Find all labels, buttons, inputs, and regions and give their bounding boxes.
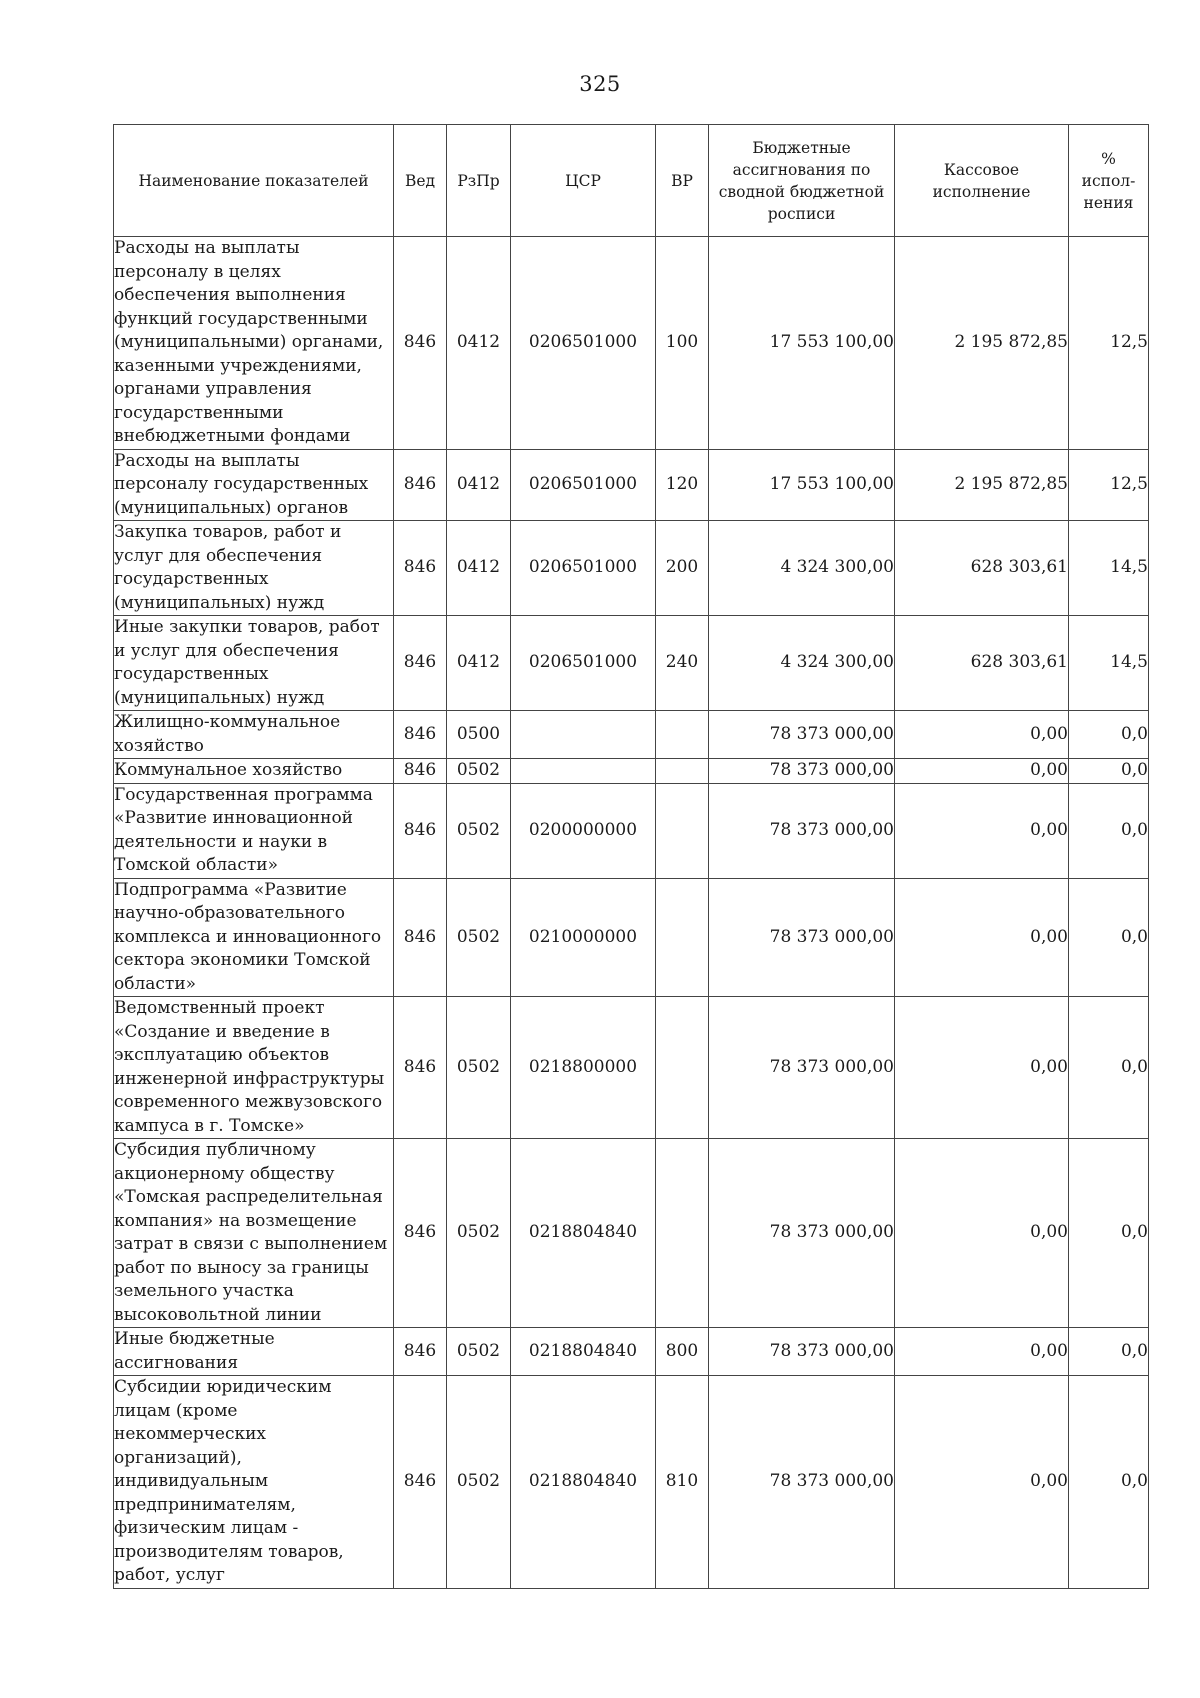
row-percent-cell: 0,0 [1069, 711, 1149, 759]
row-name-cell: Иные закупки товаров, работ и услуг для обеспечения государственных (муниципальных) нужд [114, 616, 394, 711]
row-executed-cell: 0,00 [895, 878, 1069, 997]
row-assigned-cell: 78 373 000,00 [709, 878, 895, 997]
row-csr-cell: 0206501000 [511, 449, 656, 521]
row-ved-cell: 846 [394, 878, 447, 997]
row-percent-cell: 12,5 [1069, 237, 1149, 450]
row-executed-cell: 0,00 [895, 1139, 1069, 1328]
row-name-cell: Коммунальное хозяйство [114, 759, 394, 784]
row-name-cell: Государственная программа «Развитие инновационной деятельности и науки в Томской области» [114, 783, 394, 878]
row-assigned-cell: 17 553 100,00 [709, 237, 895, 450]
table-row [114, 759, 1149, 784]
row-rzpr-cell: 0412 [447, 449, 511, 521]
row-assigned-cell: 4 324 300,00 [709, 521, 895, 616]
row-csr-cell: 0218800000 [511, 997, 656, 1139]
row-ved-cell: 846 [394, 1328, 447, 1376]
row-name-cell: Субсидия публичному акционерному обществу «Томская распределительная компания» на возмещение затрат в связи с выполнением работ по выносу за границы земельного участка высоковольтной линии [114, 1139, 394, 1328]
row-name-cell: Ведомственный проект «Создание и введение в эксплуатацию объектов инженерной инфраструктуры современного межвузовского кампуса в г. Томске» [114, 997, 394, 1139]
table-row [114, 1376, 1149, 1589]
row-name-cell: Подпрограмма «Развитие научно-образовательного комплекса и инновационного сектора экономики Томской области» [114, 878, 394, 997]
row-vr-cell [656, 759, 709, 784]
table-row [114, 449, 1149, 521]
row-assigned-cell: 78 373 000,00 [709, 759, 895, 784]
column-header-rzpr: РзПр [447, 125, 511, 237]
row-vr-cell [656, 878, 709, 997]
row-percent-cell: 12,5 [1069, 449, 1149, 521]
row-rzpr-cell: 0502 [447, 1376, 511, 1589]
row-percent-cell: 14,5 [1069, 521, 1149, 616]
row-csr-cell: 0218804840 [511, 1328, 656, 1376]
column-header-vr: ВР [656, 125, 709, 237]
row-executed-cell: 0,00 [895, 711, 1069, 759]
row-assigned-cell: 78 373 000,00 [709, 997, 895, 1139]
row-rzpr-cell: 0412 [447, 237, 511, 450]
row-percent-cell: 0,0 [1069, 759, 1149, 784]
row-csr-cell [511, 759, 656, 784]
table-row [114, 1139, 1149, 1328]
row-rzpr-cell: 0502 [447, 1328, 511, 1376]
row-name-cell: Иные бюджетные ассигнования [114, 1328, 394, 1376]
table-row [114, 616, 1149, 711]
row-rzpr-cell: 0502 [447, 997, 511, 1139]
column-header-percent: % испол-нения [1069, 125, 1149, 237]
row-vr-cell [656, 997, 709, 1139]
row-name-cell: Расходы на выплаты персоналу государственных (муниципальных) органов [114, 449, 394, 521]
row-assigned-cell: 17 553 100,00 [709, 449, 895, 521]
row-vr-cell: 200 [656, 521, 709, 616]
table-row [114, 1328, 1149, 1376]
row-assigned-cell: 4 324 300,00 [709, 616, 895, 711]
row-assigned-cell: 78 373 000,00 [709, 1139, 895, 1328]
row-name-cell: Закупка товаров, работ и услуг для обеспечения государственных (муниципальных) нужд [114, 521, 394, 616]
table-row [114, 711, 1149, 759]
table-row [114, 783, 1149, 878]
row-name-cell: Жилищно-коммунальное хозяйство [114, 711, 394, 759]
row-vr-cell: 100 [656, 237, 709, 450]
row-percent-cell: 0,0 [1069, 783, 1149, 878]
row-executed-cell: 628 303,61 [895, 521, 1069, 616]
column-header-name: Наименование показателей [114, 125, 394, 237]
row-vr-cell: 240 [656, 616, 709, 711]
column-header-executed: Кассовое исполнение [895, 125, 1069, 237]
row-rzpr-cell: 0502 [447, 783, 511, 878]
row-assigned-cell: 78 373 000,00 [709, 1376, 895, 1589]
row-executed-cell: 0,00 [895, 997, 1069, 1139]
row-executed-cell: 2 195 872,85 [895, 449, 1069, 521]
row-name-cell: Расходы на выплаты персоналу в целях обеспечения выполнения функций государственными (муниципальными) органами, казенными учреждениями, органами управления государственными внебюджетными фондами [114, 237, 394, 450]
row-percent-cell: 0,0 [1069, 997, 1149, 1139]
table-row [114, 878, 1149, 997]
column-header-assigned: Бюджетные ассигнования по сводной бюджетной росписи [709, 125, 895, 237]
row-csr-cell [511, 711, 656, 759]
row-ved-cell: 846 [394, 759, 447, 784]
row-executed-cell: 0,00 [895, 759, 1069, 784]
row-vr-cell: 810 [656, 1376, 709, 1589]
row-vr-cell [656, 1139, 709, 1328]
table-row [114, 237, 1149, 450]
row-executed-cell: 2 195 872,85 [895, 237, 1069, 450]
row-csr-cell: 0210000000 [511, 878, 656, 997]
table-row [114, 521, 1149, 616]
row-vr-cell [656, 783, 709, 878]
row-vr-cell: 800 [656, 1328, 709, 1376]
row-rzpr-cell: 0412 [447, 521, 511, 616]
row-csr-cell: 0206501000 [511, 521, 656, 616]
row-percent-cell: 0,0 [1069, 1139, 1149, 1328]
row-executed-cell: 0,00 [895, 1328, 1069, 1376]
row-executed-cell: 0,00 [895, 783, 1069, 878]
row-ved-cell: 846 [394, 1139, 447, 1328]
row-rzpr-cell: 0500 [447, 711, 511, 759]
row-csr-cell: 0200000000 [511, 783, 656, 878]
row-percent-cell: 14,5 [1069, 616, 1149, 711]
row-name-cell: Субсидии юридическим лицам (кроме некоммерческих организаций), индивидуальным предпринимателям, физическим лицам - производителям товаров, работ, услуг [114, 1376, 394, 1589]
column-header-ved: Вед [394, 125, 447, 237]
row-rzpr-cell: 0502 [447, 878, 511, 997]
row-ved-cell: 846 [394, 783, 447, 878]
row-executed-cell: 628 303,61 [895, 616, 1069, 711]
row-rzpr-cell: 0502 [447, 759, 511, 784]
row-assigned-cell: 78 373 000,00 [709, 783, 895, 878]
row-csr-cell: 0218804840 [511, 1376, 656, 1589]
row-vr-cell: 120 [656, 449, 709, 521]
row-rzpr-cell: 0502 [447, 1139, 511, 1328]
row-assigned-cell: 78 373 000,00 [709, 711, 895, 759]
row-ved-cell: 846 [394, 616, 447, 711]
row-ved-cell: 846 [394, 521, 447, 616]
row-ved-cell: 846 [394, 711, 447, 759]
row-csr-cell: 0218804840 [511, 1139, 656, 1328]
row-csr-cell: 0206501000 [511, 616, 656, 711]
row-percent-cell: 0,0 [1069, 1328, 1149, 1376]
table-header-row [114, 125, 1149, 237]
row-ved-cell: 846 [394, 997, 447, 1139]
row-csr-cell: 0206501000 [511, 237, 656, 450]
row-ved-cell: 846 [394, 237, 447, 450]
row-executed-cell: 0,00 [895, 1376, 1069, 1589]
column-header-csr: ЦСР [511, 125, 656, 237]
row-percent-cell: 0,0 [1069, 1376, 1149, 1589]
page-number: 325 [579, 72, 621, 96]
row-ved-cell: 846 [394, 1376, 447, 1589]
row-assigned-cell: 78 373 000,00 [709, 1328, 895, 1376]
budget-execution-table [113, 124, 1149, 1589]
row-rzpr-cell: 0412 [447, 616, 511, 711]
row-ved-cell: 846 [394, 449, 447, 521]
row-percent-cell: 0,0 [1069, 878, 1149, 997]
table-row [114, 997, 1149, 1139]
row-vr-cell [656, 711, 709, 759]
